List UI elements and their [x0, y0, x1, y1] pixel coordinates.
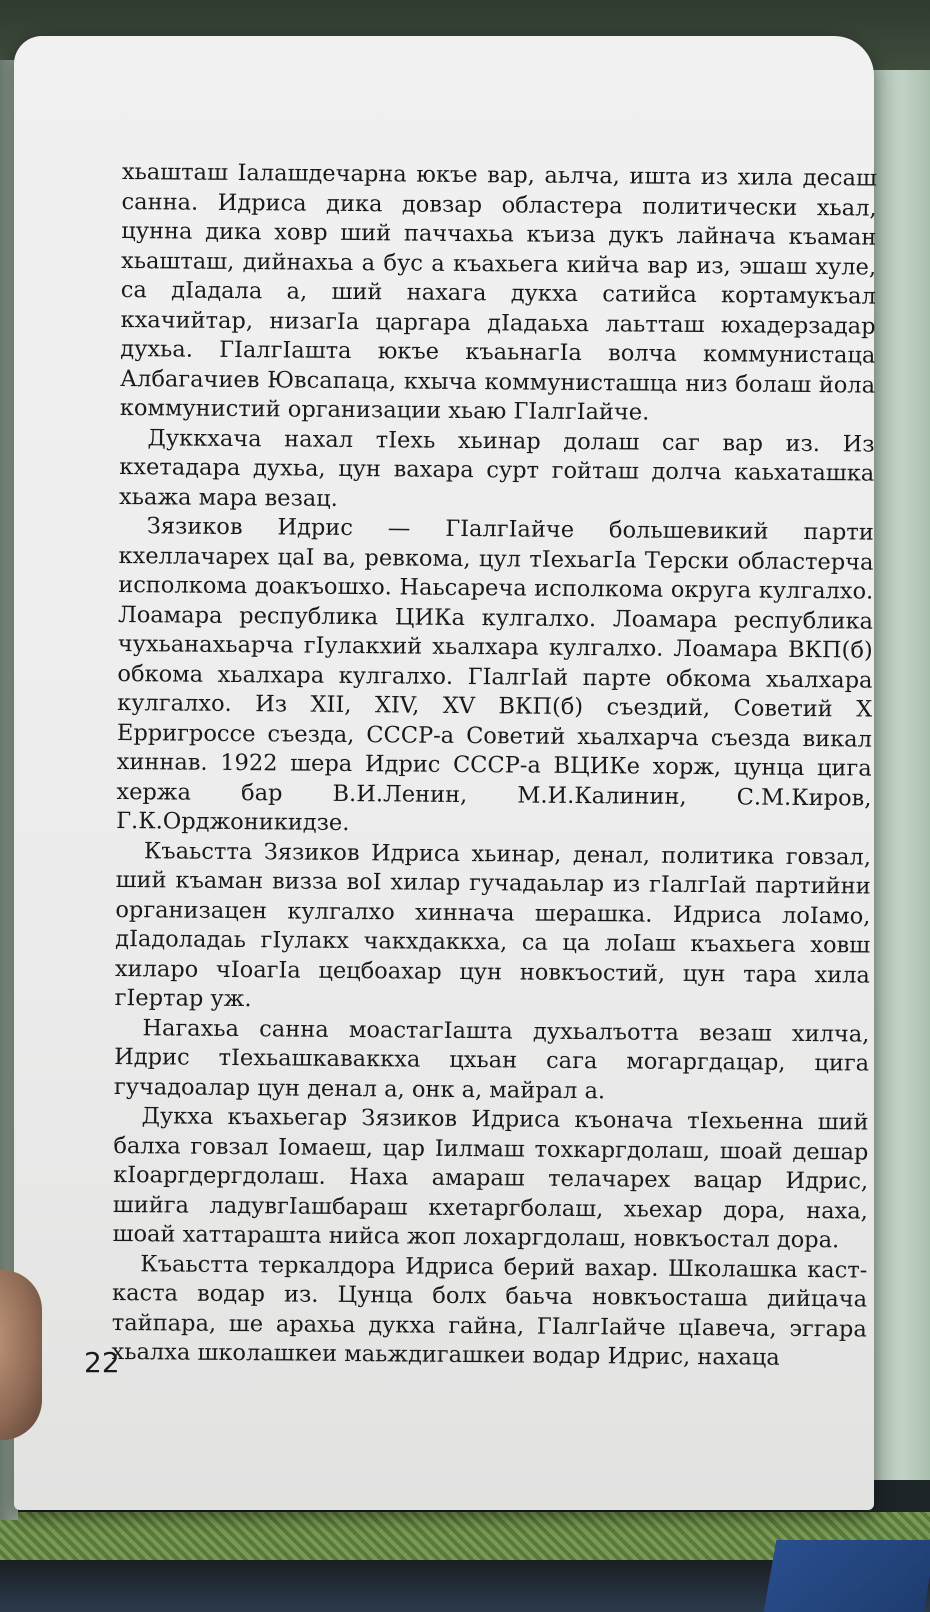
blue-book-cover	[764, 1540, 930, 1612]
paragraph: Дуккхача нахал тIехь хьинар долаш саг вар из. Из кхетадара духьа, цун вахара сурт гойташ долча каьхаташка хьажа мара везац.	[118, 424, 875, 512]
paragraph: хьашташ Iалашдечарна юкъе вар, аьлча, ишта из хила десаш санна. Идриса дика довзар областера политически хьал, цунна дика ховр ший паччахьа къиза дукъ лайнача къаман хьашташ, дийнахьа а бус а къахьега кийча вар из, эшаш хуле, са дIадала а, ший нахага дукха сатийса кортамукъал кхачийтар, низагIа царгара дIадаьха лаьтташ юхадерзадар духьа. ГIалгIашта юкъе къаьнагIа волча коммунистаца Албагачиев Ювсапаца, кхыча коммунисташца низ болаш йола коммунистий организации хьаю ГIалгIайче.	[119, 158, 877, 426]
paragraph: Дукха къахьегар Зязиков Идриса къонача тIехьенна ший балха говзал Iомаеш, цар Iилмаш тохкаргдолаш, шоай дешар кIоаргдергдолаш. Наха амараш телачарех вацар Идрис, шийга ладувгIашбараш кхетаргболаш, хьехар дора, наха, шоай хаттарашта нийса жоп лохаргдолаш, новкъостал дора.	[112, 1103, 869, 1254]
finger	[0, 1270, 42, 1440]
book-page	[14, 36, 877, 1510]
paragraph: Къаьстта Зязиков Идриса хьинар, денал, политика говзал, ший къаман визза воI хилар гучадаьлар из гIалгIай партийни организацен кулгалхо хиннача шерашка. Идриса лоIамо, дIадоладаь гIулакх чакхдаккха, са ца лоIаш къахьега ховш хиларо чIоагIа цецбоахар цун новкъостий, цун тара хила гIертар уж.	[114, 837, 872, 1013]
page-number: 22	[84, 1346, 120, 1379]
paragraph: Къаьстта теркалдора Идриса берий вахар. Школашка каст-каста водар из. Цунца болх баьча новкъосташа дийцача тайпара, ше арахьа дукха гайна, ГIалгIайче цIавеча, эггара хьалха школашкеи маьждигашкеи водар Идрис, нахаца	[111, 1250, 868, 1371]
page-text	[111, 158, 877, 1374]
paragraph: Зязиков Идрис — ГIалгIайче большевикий парти кхеллачарех цаI ва, ревкома, цул тIехьагIа Терски областерча исполкома доакъошхо. Наьсаречa исполкома округа кулгалхо. Лоамара республика ЦИКа кулгалхо. Лоамара республика чухьанахьарча гIулакхий хьалхара кулгалхо. Лоамара ВКП(б) обкома хьалхара кулгалхо. ГIалгIай парте обкома хьалхара кулгалхо. Из XII, XIV, XV ВКП(б) съездий, Советий Х Ерригроссе съезда, СССР-а Советий хьалхарча съезда викал хиннав. 1922 шера Идрис СССР-а ВЦИКе хорж, цунца цига хержа бар В.И.Ленин, М.И.Калинин, С.М.Киров, Г.К.Орджоникидзе.	[116, 513, 874, 837]
paragraph: Нагахьа санна моастагIашта духьалъотта везаш хилча, Идрис тIехьашкаваккха цхьан сага могаргдацар, цига гучадоалар цун денал а, онк а, майрал а.	[113, 1014, 870, 1104]
